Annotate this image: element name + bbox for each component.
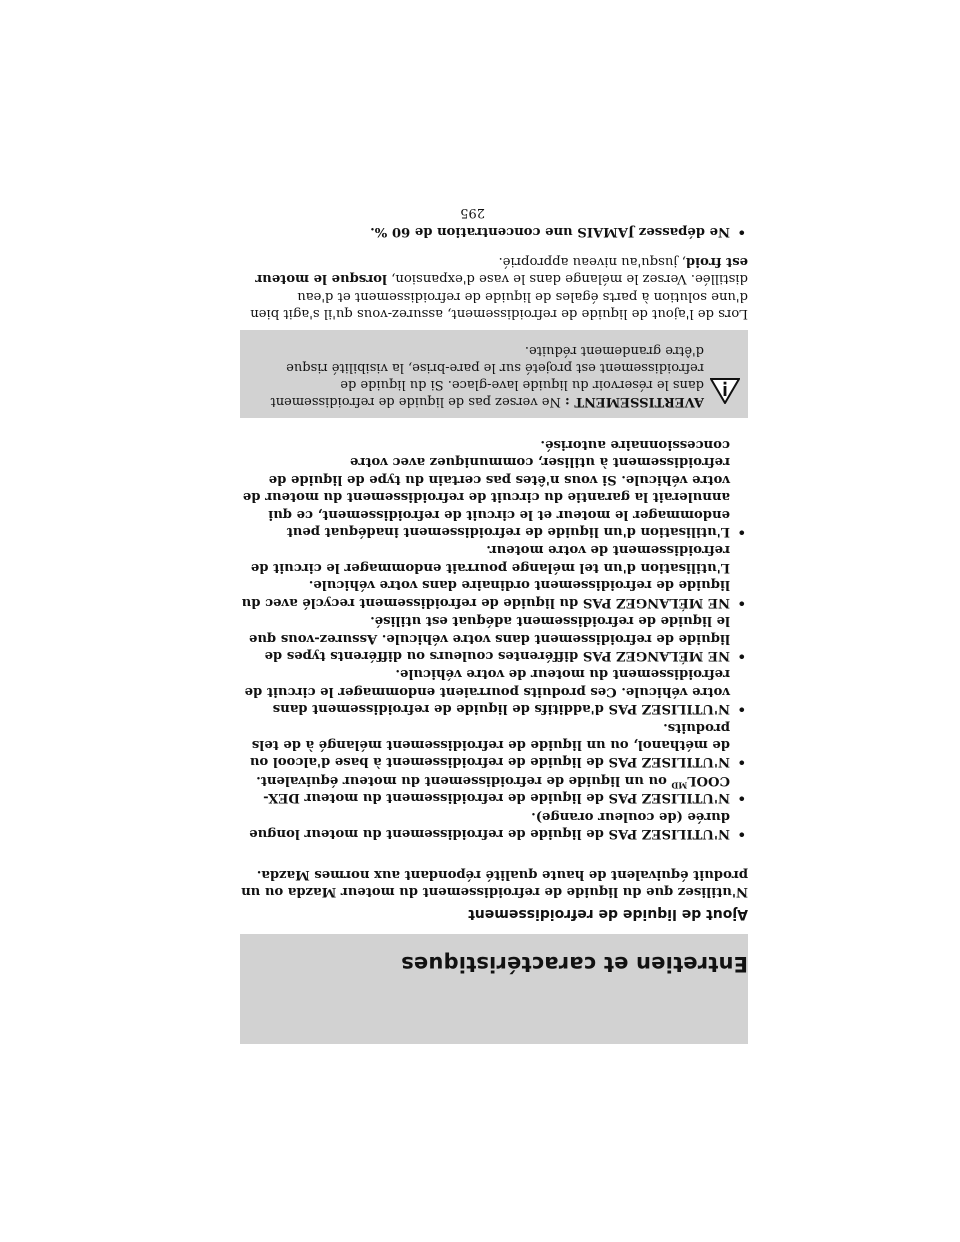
bullet-list [240, 436, 748, 842]
list-item: • N'UTILISEZ PAS de liquide de refroidissement du moteur DEX-$COOL^{MD}$ ou un liquide de refroidissement du moteur équivalent. [256, 772, 746, 806]
list-item: • N'UTILISEZ PAS de liquide de refroidissement à base d'alcool ou de méthanol, ou un liquide de refroidissement mélangé à de tels produits. [249, 719, 746, 770]
bullet-icon: • [737, 524, 746, 540]
bullet-icon: • [737, 224, 746, 239]
body-paragraph: Lors de l'ajout de liquide de refroidissement, assurez-vous qu'il s'agit bien d'une solution à parts égales de liquide de refroidissement et d'eau distillée. Versez le mélange dans le vase d'expansion, lorsque le moteur est froid, jusqu'au niveau approprié. [250, 253, 748, 321]
final-bullet [240, 222, 748, 240]
bullet-icon: • [737, 647, 746, 663]
emphasis-text: lorsque le moteur est froid [255, 253, 748, 287]
list-item: • Ne dépassez JAMAIS une concentration de 60 %. [370, 224, 746, 239]
list-item: • N'UTILISEZ PAS d'additifs de liquide de refroidissement dans votre véhicule. Ces produits pourraient endommager le circuit de refroidissement du moteur de votre véhicule. [244, 666, 746, 717]
intro-paragraph: N'utilisez que du liquide de refroidissement du moteur Mazda ou un produit équivalent de haute qualité répondant aux normes Mazda. [241, 866, 748, 899]
bullet-icon: • [737, 701, 746, 717]
warning-text: AVERTISSEMENT : Ne versez pas de liquide de refroidissement dans le réservoir du liquide lave-glace. Si du liquide de refroidissement est projeté sur le pare-brise, la visibilité risque d'être grandement réduite. [270, 343, 704, 409]
warning-triangle-icon [710, 378, 740, 404]
section-title: Ajout de liquide de refroidissement [468, 906, 748, 922]
bullet-icon: • [737, 754, 746, 770]
bullet-icon: • [737, 594, 746, 610]
list-item: • L'utilisation d'un liquide de refroidissement inadéquat peut endommager le moteur et le circuit de refroidissement, ce qui annulerait la garantie du circuit de refroidissement du moteur de votre véhicule. Si vous n'êtes pas certain du type de liquide de refroidissement à utiliser, communiquez avec votre concessionnaire autorisé. [242, 437, 746, 540]
page-title: Entretien et caractéristiques [401, 952, 748, 976]
bullet-icon: • [737, 826, 746, 841]
header-band [240, 934, 748, 1044]
list-item: • N'UTILISEZ PAS de liquide de refroidissement du moteur longue durée (de couleur orange). [249, 808, 746, 841]
bullet-icon: • [737, 790, 746, 806]
warning-label: AVERTISSEMENT : [564, 394, 704, 409]
list-item: • NE MÉLANGEZ PAS différentes couleurs ou différents types de liquide de refroidissement dans votre véhicule. Assurez-vous que le liquide de refroidissement adéquat est utilisé. [248, 613, 746, 663]
bullet-list-container [240, 435, 748, 842]
page-number: 295 [460, 205, 485, 220]
list-item: • NE MÉLANGEZ PAS du liquide de refroidissement recyclé avec du liquide de refroidissement ordinaire dans votre véhicule. L'utilisation d'un tel mélange pourrait endommager le circuit de refroidissement de votre moteur. [241, 542, 746, 610]
